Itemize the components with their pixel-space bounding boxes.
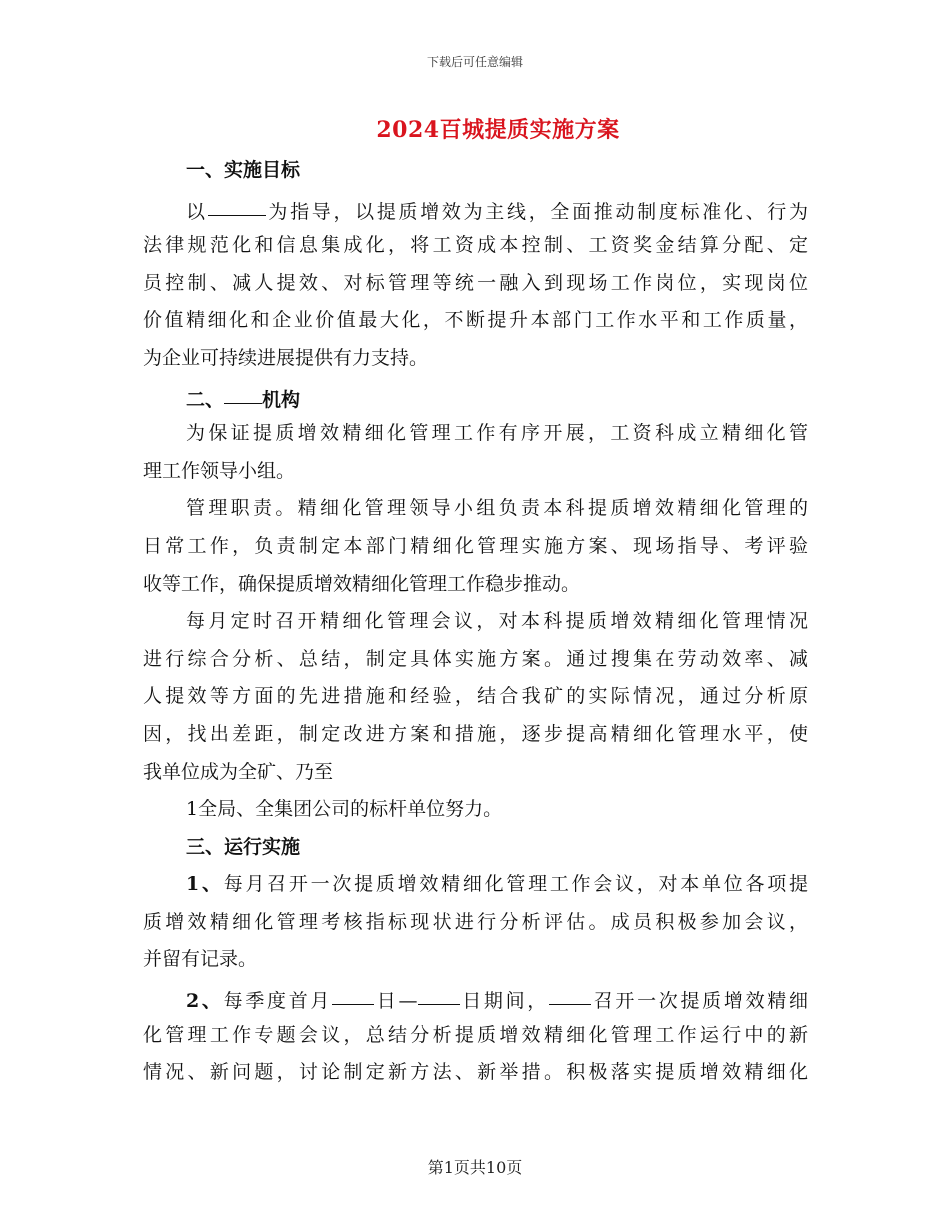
- fill-in-blank: [549, 982, 591, 1005]
- section-heading-goals: 一、实施目标: [186, 159, 301, 181]
- paragraph-line: 收等工作，确保提质增效精细化管理工作稳步推动。: [143, 572, 581, 595]
- paragraph-line: 我单位成为全矿、乃至: [143, 760, 334, 783]
- paragraph-line: 日常工作，负责制定本部门精细化管理实施方案、现场指导、考评验: [143, 534, 808, 557]
- paragraph-line: 每月定时召开精细化管理会议，对本科提质增效精细化管理情况: [186, 610, 808, 633]
- paragraph-line: 进行综合分析、总结，制定具体实施方案。通过搜集在劳动效率、减: [143, 647, 808, 670]
- paragraph-line: 人提效等方面的先进措施和经验，结合我矿的实际情况，通过分析原: [143, 685, 808, 708]
- document-body: [143, 155, 808, 1095]
- section-heading-organization: 二、 机构: [143, 381, 808, 411]
- paragraph-line: 化管理工作专题会议，总结分析提质增效精细化管理工作运行中的新: [143, 1023, 808, 1046]
- paragraph-line: 管理职责。精细化管理领导小组负责本科提质增效精细化管理的: [186, 497, 808, 520]
- paragraph-line: 并留有记录。: [143, 948, 258, 971]
- paragraph-line: 法律规范化和信息集成化，将工资成本控制、工资奖金结算分配、定: [143, 234, 808, 257]
- fill-in-blank: [224, 381, 262, 404]
- paragraph-line: 因，找出差距，制定改进方案和措施，逐步提高精细化管理水平，使: [143, 722, 808, 745]
- paragraph-line: 1全局、全集团公司的标杆单位努力。: [186, 798, 503, 821]
- fill-in-blank: [418, 982, 460, 1005]
- paragraph-line: 2、每季度首月 日— 日期间， 召开一次提质增效精细: [143, 982, 808, 1012]
- fill-in-blank: [332, 982, 374, 1005]
- paragraph-line: 以 为指导，以提质增效为主线，全面推动制度标准化、行为: [143, 193, 808, 223]
- paragraph-line: 为企业可持续进展提供有力支持。: [143, 346, 429, 369]
- fill-in-blank: [208, 193, 266, 216]
- paragraph-line: 理工作领导小组。: [143, 459, 296, 482]
- section-heading-operation: 三、运行实施: [186, 835, 301, 858]
- paragraph-line: 情况、新问题，讨论制定新方法、新举措。积极落实提质增效精细化: [143, 1061, 808, 1084]
- paragraph-line: 为保证提质增效精细化管理工作有序开展，工资科成立精细化管: [186, 422, 808, 445]
- document-title: 2024百城提质实施方案: [376, 117, 620, 143]
- paragraph-line: 质增效精细化管理考核指标现状进行分析评估。成员积极参加会议，: [143, 910, 808, 933]
- header-note: 下载后可任意编辑: [426, 55, 523, 69]
- page-footer: 第1页共10页: [427, 1158, 523, 1177]
- paragraph-line: 1、每月召开一次提质增效精细化管理工作会议，对本单位各项提: [186, 873, 808, 896]
- paragraph-line: 价值精细化和企业价值最大化，不断提升本部门工作水平和工作质量，: [143, 309, 808, 332]
- paragraph-line: 员控制、减人提效、对标管理等统一融入到现场工作岗位，实现岗位: [143, 271, 808, 294]
